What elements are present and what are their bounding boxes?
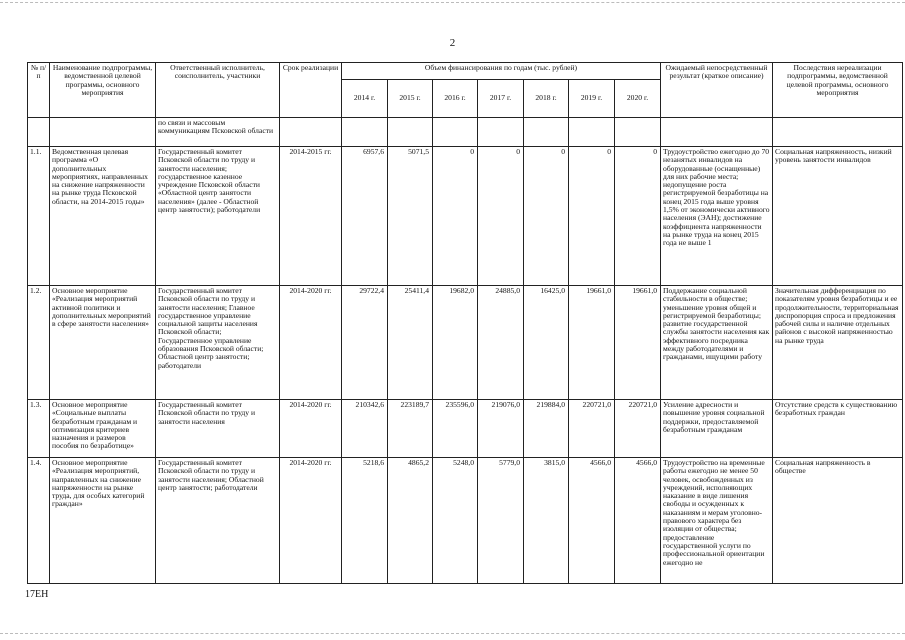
row-name: Ведомственная целевая программа «О дополнительных мероприятиях, направленных на снижение напряженности на рынке труда Псковской области, на 2014-2015 годы» (50, 147, 156, 286)
row-term: 2014-2020 гг. (280, 400, 342, 458)
page-number: 2 (449, 37, 456, 49)
row-value-2018: 219884,0 (524, 400, 569, 458)
row-num: 1.4. (28, 458, 50, 584)
table-row (28, 400, 903, 458)
header-year: 2020 г. (615, 80, 661, 118)
row-num: 1.3. (28, 400, 50, 458)
header-year: 2017 г. (478, 80, 524, 118)
row-result: Поддержание социальной стабильности в обществе; уменьшение уровня общей и регистрируемой безработицы; развитие государственной службы занятости населения как эффективного посредника между работодателями и гражданами, ищущими работу (661, 286, 773, 400)
row-value-2019: 0 (569, 147, 615, 286)
table-row-continuation (28, 118, 903, 147)
row-name: Основное мероприятие «Социальные выплаты безработным гражданам и оптимизация критериев назначения и размеров пособия по безработице» (50, 400, 156, 458)
scan-top-edge (0, 2, 905, 3)
row-value-2020: 19661,0 (615, 286, 661, 400)
row-value-2020: 0 (615, 147, 661, 286)
row-term: 2014-2020 гг. (280, 286, 342, 400)
row-value-2015: 25411,4 (388, 286, 433, 400)
row-value-2018: 0 (524, 147, 569, 286)
row-value-2019: 220721,0 (569, 400, 615, 458)
header-num: № п/п (28, 63, 50, 118)
header-year: 2016 г. (433, 80, 478, 118)
row-value-2016: 5248,0 (433, 458, 478, 584)
scan-bottom-edge (0, 633, 905, 634)
row-value-2016: 19682,0 (433, 286, 478, 400)
row-consequences: Социальная напряженность, низкий уровень занятости инвалидов (773, 147, 903, 286)
row-executor: Государственный комитет Псковской области по труду и занятости населения (156, 400, 280, 458)
row-value-2014: 210342,6 (342, 400, 388, 458)
row-consequences: Социальная напряженность в обществе (773, 458, 903, 584)
row-value-2014: 5218,6 (342, 458, 388, 584)
row-name: Основное мероприятие «Реализация мероприятий, направленных на снижение напряженности на рынке труда, для особых категорий граждан» (50, 458, 156, 584)
program-table (27, 62, 903, 584)
row-value-2017: 24885,0 (478, 286, 524, 400)
header-term: Срок реализации (280, 63, 342, 118)
header-consequences: Последствия нереализации подпрограммы, ведомственной целевой программы, основного мероприятия (773, 63, 903, 118)
header-year: 2015 г. (388, 80, 433, 118)
header-year: 2019 г. (569, 80, 615, 118)
row-term: 2014-2020 гг. (280, 458, 342, 584)
row-consequences: Значительная дифференциация по показателям уровня безработицы и ее продолжительности, территориальная диспропорция спроса и предложения рабочей силы и наличие отдельных районов с высокой напряженностью на рынке труда (773, 286, 903, 400)
row-name: Основное мероприятие «Реализация мероприятий активной политики и дополнительных мероприятий в сфере занятости населения» (50, 286, 156, 400)
row-executor: Государственный комитет Псковской области по труду и занятости населения; государственное казенное учреждение Псковской области «Областной центр занятости населения» (далее - Областной центр занятости); работодатели (156, 147, 280, 286)
row-executor: Государственный комитет Псковской области по труду и занятости населения; Главное государственное управление социальной защиты населения Псковской области; Государственное управление образования Псковской области; Областной центр занятости; работодатели (156, 286, 280, 400)
row-value-2017: 0 (478, 147, 524, 286)
row-value-2017: 5779,0 (478, 458, 524, 584)
header-executor: Ответственный исполнитель, соисполнитель, участники (156, 63, 280, 118)
table-row (28, 458, 903, 584)
row-result: Трудоустройство ежегодно до 70 незанятых инвалидов на оборудованные (оснащенные) для них рабочие места; недопущение роста регистрируемой безработицы на конец 2015 года выше уровня 1,5% от экономически активного населения (ЭАН); достижение коэффициента напряженности на рынке труда на конец 2015 года не выше 1 (661, 147, 773, 286)
row-executor: Государственный комитет Псковской области по труду и занятости населения; Областной центр занятости; работодатели (156, 458, 280, 584)
row-term: 2014-2015 гг. (280, 147, 342, 286)
row-value-2015: 223189,7 (388, 400, 433, 458)
row-value-2019: 4566,0 (569, 458, 615, 584)
row-value-2020: 4566,0 (615, 458, 661, 584)
row-value-2018: 3815,0 (524, 458, 569, 584)
row-value-2019: 19661,0 (569, 286, 615, 400)
header-year: 2018 г. (524, 80, 569, 118)
footer-code: 17ЕН (25, 589, 49, 600)
executor-cell: по связи и массовым коммуникациям Псковской области (156, 118, 280, 147)
row-num: 1.2. (28, 286, 50, 400)
row-value-2017: 219076,0 (478, 400, 524, 458)
row-value-2014: 6957,6 (342, 147, 388, 286)
header-funding: Объем финансирования по годам (тыс. рублей) (342, 63, 661, 80)
header-year: 2014 г. (342, 80, 388, 118)
row-value-2014: 29722,4 (342, 286, 388, 400)
row-value-2015: 5071,5 (388, 147, 433, 286)
row-value-2016: 0 (433, 147, 478, 286)
header-name: Наименование подпрограммы, ведомственной целевой программы, основного мероприятия (50, 63, 156, 118)
header-result: Ожидаемый непосредственный результат (краткое описание) (661, 63, 773, 118)
table-row (28, 286, 903, 400)
row-result: Трудоустройство на временные работы ежегодно не менее 50 человек, освобожденных из учреждений, исполняющих наказание в виде лишения свободы и осужденных к наказаниям и мерам уголовно-правового характера без изоляции от общества; предоставление государственной услуги по профессиональной ориентации ежегодно не (661, 458, 773, 584)
row-value-2020: 220721,0 (615, 400, 661, 458)
row-value-2015: 4865,2 (388, 458, 433, 584)
row-result: Усиление адресности и повышение уровня социальной поддержки, предоставляемой безработным гражданам (661, 400, 773, 458)
row-num: 1.1. (28, 147, 50, 286)
row-value-2018: 16425,0 (524, 286, 569, 400)
row-consequences: Отсутствие средств к существованию безработных граждан (773, 400, 903, 458)
row-value-2016: 235596,0 (433, 400, 478, 458)
table-row (28, 147, 903, 286)
